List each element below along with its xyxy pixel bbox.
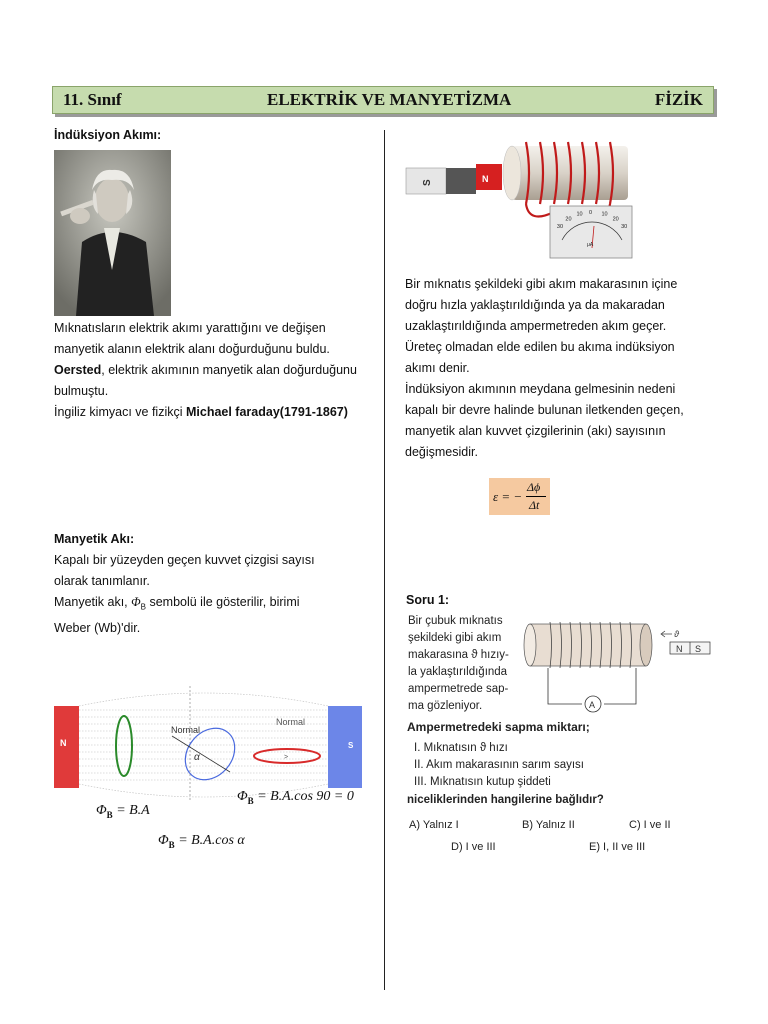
question-line: şekildeki gibi akım <box>408 632 502 644</box>
option-a[interactable]: A) Yalnız I <box>409 819 459 831</box>
bio-line <box>54 402 374 423</box>
normal-label: Normal <box>171 725 201 735</box>
question-figure <box>520 612 716 716</box>
para-line: akımı denir. <box>405 361 470 375</box>
option-c[interactable]: C) I ve II <box>629 819 671 831</box>
emf-numerator: Δϕ <box>527 480 541 494</box>
flux-line: Kapalı bir yüzeyden geçen kuvvet çizgisi sayısı <box>54 553 315 567</box>
para-line: kapalı bir devre halinde bulunan iletkenden geçen, <box>405 403 684 417</box>
para-line: manyetik alan kuvvet çizgilerinin (akı) sayısının <box>405 424 666 438</box>
option-b[interactable]: B) Yalnız II <box>522 819 575 831</box>
header-banner <box>52 86 714 114</box>
bio-line <box>54 360 374 381</box>
magnet-n-label: N <box>676 644 683 654</box>
question-line: ampermetrede sap- <box>408 683 509 695</box>
question-title: Soru 1: <box>406 593 450 607</box>
question-stem: Ampermetredeki sapma miktarı; <box>407 720 590 734</box>
flux-line: Weber (Wb)'dir. <box>54 620 141 635</box>
magnet-n-label: N <box>482 174 489 184</box>
velocity-label: ϑ <box>674 629 679 639</box>
flux-paragraph <box>54 550 374 639</box>
question-line: la yaklaştırıldığında <box>408 666 508 678</box>
subject-label: FİZİK <box>654 90 703 109</box>
flux-line <box>54 592 374 618</box>
para-line: Bir mıknatıs şekildeki gibi akım makarasının içine <box>405 277 678 291</box>
normal-label-2: Normal <box>276 717 306 727</box>
south-label: S <box>348 741 354 750</box>
magnet-s-label: S <box>695 644 702 654</box>
option-d[interactable]: D) I ve III <box>451 841 496 853</box>
ammeter-label: A <box>589 700 596 710</box>
question-line: ma gözleniyor. <box>408 700 483 712</box>
emf-lhs: ε = − <box>493 489 523 504</box>
flux-text: Manyetik akı, <box>54 595 132 609</box>
faraday-name: Michael faraday(1791-1867) <box>185 405 348 419</box>
surface-perpendicular <box>116 716 132 776</box>
flux-line: olarak tanımlanır. <box>54 574 150 588</box>
portrait-image <box>54 150 171 316</box>
emf-denominator: Δt <box>529 498 540 512</box>
magnet-s-label: S <box>422 179 433 186</box>
question-item: II. Akım makarasının sarım sayısı <box>414 759 584 771</box>
question-line: makarasına ϑ hızıy- <box>408 649 509 661</box>
meter-unit: μA <box>587 242 594 248</box>
meter-scale-label: 20 <box>565 216 572 223</box>
induction-title: İndüksiyon Akımı: <box>54 128 162 142</box>
induction-paragraph <box>405 274 705 463</box>
magnet-middle <box>446 168 476 194</box>
question-ask: niceliklerinden hangilerine bağlıdır? <box>407 794 604 806</box>
question-coil <box>530 624 646 666</box>
meter-scale-label: 30 <box>621 223 628 230</box>
alpha-label: α <box>194 752 200 763</box>
flux-title: Manyetik Akı: <box>54 532 135 546</box>
bio-text: , elektrik akımının manyetik alan doğurduğunu <box>101 363 357 377</box>
para-line: uzaklaştırıldığında ampermetreden akım geçer. <box>405 319 667 333</box>
question-item: III. Mıknatısın kutup şiddeti <box>414 776 551 788</box>
column-divider <box>384 130 385 990</box>
topic-title: ELEKTRİK VE MANYETİZMA <box>267 90 512 109</box>
bio-line: Mıknatısların elektrik akımı yarattığını ve değişen <box>54 321 326 335</box>
para-line: Üreteç olmadan elde edilen bu akıma indüksiyon <box>405 340 675 354</box>
bio-paragraph <box>54 318 374 423</box>
para-line: İndüksiyon akımının meydana gelmesinin nedeni <box>405 382 676 396</box>
phi-subscript: B <box>140 602 146 612</box>
magnet-n-end <box>476 164 502 190</box>
formula-ba: $\Phi_B = B.A$ <box>96 803 150 820</box>
meter-scale-label: 10 <box>576 211 583 218</box>
meter-scale-label: 30 <box>556 223 564 230</box>
bio-text: İngiliz kimyacı ve fizikçi <box>54 405 186 419</box>
phi-symbol: Φ <box>131 595 141 609</box>
para-line: değişmesidir. <box>405 445 478 459</box>
bio-line: manyetik alanın elektrik alanı doğurduğunu buldu. <box>54 342 330 356</box>
flux-diagram <box>54 684 364 804</box>
south-pole <box>328 706 362 788</box>
question-items <box>414 740 584 791</box>
class-label: 11. Sınıf <box>63 90 122 109</box>
formula-cos-alpha: $\Phi_B = B.A.\cos$ α <box>158 833 245 850</box>
option-e[interactable]: E) I, II ve III <box>589 841 646 853</box>
meter-scale-label: 10 <box>601 211 608 218</box>
question-item: I. Mıknatısın ϑ hızı <box>414 742 508 754</box>
north-label: N <box>60 738 67 748</box>
induction-apparatus <box>404 134 654 262</box>
emf-formula-box <box>489 478 550 515</box>
bio-line: bulmuştu. <box>54 384 109 398</box>
meter-scale-label: 20 <box>612 216 619 223</box>
para-line: doğru hızla yaklaştırıldığında ya da makaradan <box>405 298 665 312</box>
meter-scale-label: 0 <box>589 210 593 216</box>
fraction-bar <box>526 496 546 497</box>
flux-text: sembolü ile gösterilir, birimi <box>145 595 300 609</box>
formula-cos90: $\Phi_B = B.A.\cos$ 90 = 0 <box>237 789 354 806</box>
question-text <box>408 613 518 715</box>
oersted-name: Oersted <box>54 363 102 377</box>
north-pole <box>54 706 79 788</box>
question-line: Bir çubuk mıknatıs <box>408 615 503 627</box>
svg-text:>: > <box>284 754 289 761</box>
